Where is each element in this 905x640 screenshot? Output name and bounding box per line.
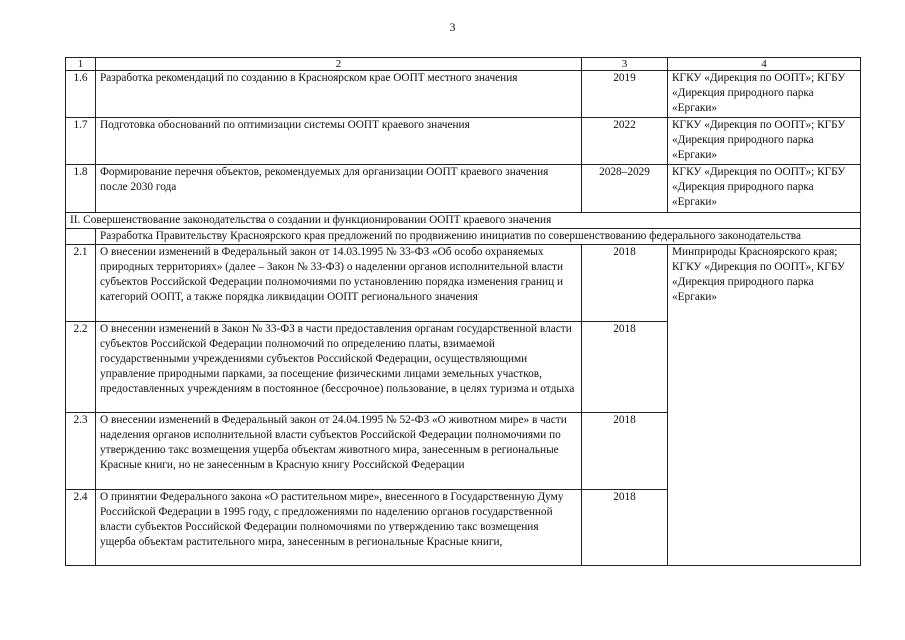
row-number: 2.4 [66, 490, 96, 566]
deadline-year: 2018 [582, 245, 668, 322]
deadline-year: 2022 [582, 118, 668, 165]
measure-text: О внесении изменений в Федеральный закон от 24.04.1995 № 52-ФЗ «О животном мире» в части наделения органов исполнительной власти субъектов Российской Федерации полномочиями по утверждению такс возмещения ущерба объектам животного мира, занесенным в региональные Красные книги, но не занесенным в Красную книгу Российской Федерации [96, 413, 582, 490]
executor: КГКУ «Дирекция по ООПТ»; КГБУ «Дирекция природного парка «Ергаки» [668, 71, 861, 118]
subsection-title: Разработка Правительству Красноярского края предложений по продвижению инициатив по совершенствованию федерального законодательства [96, 229, 861, 245]
measures-table [65, 57, 861, 566]
empty-cell [66, 229, 96, 245]
deadline-year: 2018 [582, 322, 668, 413]
subsection-header-row [66, 229, 861, 245]
page-number: 3 [449, 20, 456, 34]
row-number: 2.1 [66, 245, 96, 322]
deadline-year: 2018 [582, 490, 668, 566]
column-header-2: 2 [96, 58, 582, 71]
measure-text: Разработка рекомендаций по созданию в Красноярском крае ООПТ местного значения [96, 71, 582, 118]
row-number: 2.3 [66, 413, 96, 490]
deadline-year: 2018 [582, 413, 668, 490]
row-number: 1.8 [66, 165, 96, 213]
section-title: II. Совершенствование законодательства о создании и функционировании ООПТ краевого значения [66, 213, 861, 229]
deadline-year: 2019 [582, 71, 668, 118]
section-header-row [66, 213, 861, 229]
column-header-4: 4 [668, 58, 861, 71]
measure-text: О принятии Федерального закона «О растительном мире», внесенного в Государственную Думу Российской Федерации в 1995 году, с предложениями по наделению органов государственной власти субъектов Российской Федерации полномочиями по утверждению такс возмещения ущерба объектам растительного мира, занесенным в региональные Красные книги, [96, 490, 582, 566]
measure-text: О внесении изменений в Закон № 33-ФЗ в части предоставления органам государственной власти субъектов Российской Федерации полномочий по определению платы, взимаемой государственными учреждениями субъектов Российской Федерации, осуществляющими управление природными парками, за посещение физическими лицами земельных участков, предоставленных учреждениям в постоянное (бессрочное) пользование, в целях туризма и отдыха [96, 322, 582, 413]
column-header-1: 1 [66, 58, 96, 71]
executor: КГКУ «Дирекция по ООПТ»; КГБУ «Дирекция природного парка «Ергаки» [668, 165, 861, 213]
table-row [66, 71, 861, 118]
table-row [66, 245, 861, 322]
table-row [66, 165, 861, 213]
row-number: 1.6 [66, 71, 96, 118]
table-row [66, 118, 861, 165]
measure-text: О внесении изменений в Федеральный закон от 14.03.1995 № 33-ФЗ «Об особо охраняемых природных территориях» (далее – Закон № 33-ФЗ) о наделении органов исполнительной власти субъектов Российской Федерации полномочиями по установлению порядка изменения границ и категорий ООПТ, а также порядка ликвидации ООПТ регионального значения [96, 245, 582, 322]
executor: Минприроды Красноярского края; КГКУ «Дирекция по ООПТ», КГБУ «Дирекция природного парка «Ергаки» [668, 245, 861, 566]
deadline-year: 2028–2029 [582, 165, 668, 213]
executor: КГКУ «Дирекция по ООПТ»; КГБУ «Дирекция природного парка «Ергаки» [668, 118, 861, 165]
table-header-row [66, 58, 861, 71]
row-number: 1.7 [66, 118, 96, 165]
measure-text: Формирование перечня объектов, рекомендуемых для организации ООПТ краевого значения после 2030 года [96, 165, 582, 213]
row-number: 2.2 [66, 322, 96, 413]
column-header-3: 3 [582, 58, 668, 71]
measure-text: Подготовка обоснований по оптимизации системы ООПТ краевого значения [96, 118, 582, 165]
